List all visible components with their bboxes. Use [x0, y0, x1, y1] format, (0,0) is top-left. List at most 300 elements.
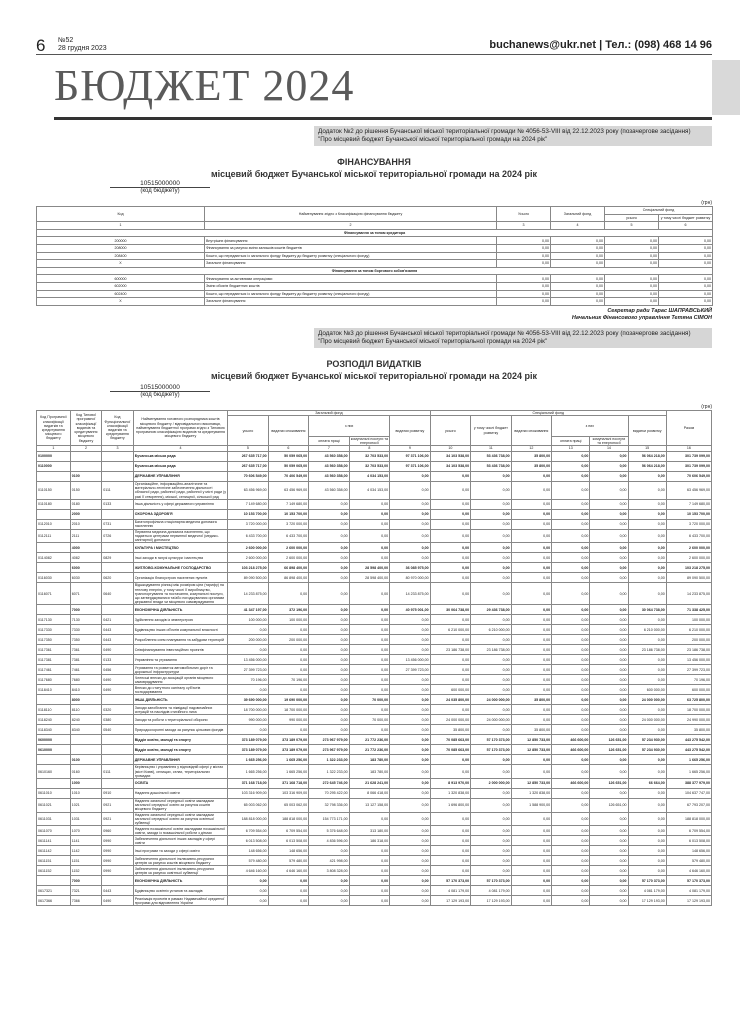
amount-cell: 0,00: [511, 765, 551, 779]
program-code: 0617321: [37, 886, 71, 896]
row-value: 0,00: [659, 275, 713, 283]
function-code: 0133: [102, 499, 133, 509]
typical-code: 7366: [70, 896, 101, 906]
amount-cell: 23 186 738,00: [430, 645, 470, 655]
program-name: Бучанська міська рада: [133, 452, 227, 462]
program-code: 0117381: [37, 655, 71, 665]
amount-cell: 0,00: [552, 886, 590, 896]
amount-cell: 0,00: [628, 499, 666, 509]
program-code: 0117350: [37, 635, 71, 645]
function-code: 0921: [102, 799, 133, 813]
annex2-unit: (грн): [701, 200, 712, 206]
amount-cell: 0,00: [552, 866, 590, 876]
amount-cell: 1 665 256,00: [666, 755, 711, 765]
header-cell: Спеціальний фонд: [430, 411, 666, 416]
table-row: [37, 237, 713, 245]
program-name: Внески до статутного капіталу суб'єктів господарювання: [133, 685, 227, 695]
amount-cell: 27 399 723,00: [666, 665, 711, 675]
table-row: [37, 705, 712, 715]
typical-code: 8110: [70, 705, 101, 715]
typical-code: 2010: [70, 519, 101, 529]
typical-code: 8340: [70, 725, 101, 735]
amount-cell: 7 149 680,00: [228, 499, 268, 509]
amount-cell: 17 129 193,00: [471, 896, 511, 906]
program-name: Інші заходи в галузі культури і мистецтва: [133, 553, 227, 563]
amount-cell: 0,00: [590, 635, 628, 645]
typical-code: 6000: [70, 563, 101, 573]
amount-cell: 148 656,00: [268, 846, 308, 856]
section-title: Фінансування за типом кредитора: [37, 229, 713, 237]
amount-cell: 43 560 358,00: [309, 472, 349, 482]
amount-cell: 1 320 838,00: [430, 789, 470, 799]
masthead-title: БЮДЖЕТ 2024: [54, 61, 355, 110]
amount-cell: 126 651,00: [590, 735, 628, 745]
amount-cell: 0,00: [228, 625, 268, 635]
table-row: [37, 735, 712, 745]
annex3-title: РОЗПОДІЛ ВИДАТКІВ: [326, 359, 422, 369]
amount-cell: 0,00: [349, 665, 389, 675]
amount-cell: 0,00: [390, 779, 431, 789]
row-value: 0,00: [551, 290, 605, 298]
amount-cell: 0,00: [430, 705, 470, 715]
typical-code: 4000: [70, 543, 101, 553]
typical-code: 6030: [70, 573, 101, 583]
amount-cell: 0,00: [471, 615, 511, 625]
amount-cell: 0,00: [430, 615, 470, 625]
row-value: 0,00: [605, 282, 659, 290]
amount-cell: 0,00: [471, 553, 511, 563]
amount-cell: 0,00: [552, 715, 590, 725]
amount-cell: 0,00: [511, 543, 551, 553]
row-value: 0,00: [551, 244, 605, 252]
amount-cell: 0,00: [309, 695, 349, 705]
program-code: [37, 509, 71, 519]
row-value: 0,00: [605, 290, 659, 298]
amount-cell: 0,00: [590, 625, 628, 635]
amount-cell: 0,00: [390, 543, 431, 553]
column-number: 9: [390, 446, 431, 452]
amount-cell: 0,00: [430, 583, 470, 605]
amount-cell: 0,00: [590, 836, 628, 846]
program-code: 0110180: [37, 499, 71, 509]
amount-cell: 0,00: [430, 553, 470, 563]
amount-cell: 13 456 000,00: [228, 655, 268, 665]
amount-cell: 466 600,00: [552, 735, 590, 745]
amount-cell: 1 665 256,00: [228, 755, 268, 765]
column-number: 6: [659, 222, 713, 230]
amount-cell: 2 600 000,00: [228, 553, 268, 563]
amount-cell: 0,00: [590, 553, 628, 563]
amount-cell: 0,00: [309, 675, 349, 685]
amount-cell: 6 210 000,00: [471, 625, 511, 635]
header-cell: з них: [552, 416, 628, 436]
amount-cell: 97 371 106,00: [390, 462, 431, 472]
typical-code: 1142: [70, 846, 101, 856]
table-row: [37, 452, 712, 462]
amount-cell: 0,00: [628, 755, 666, 765]
amount-cell: 0,00: [309, 529, 349, 543]
amount-cell: 57 170 373,00: [471, 876, 511, 886]
table-row: [37, 563, 712, 573]
function-code: 0990: [102, 856, 133, 866]
table-row: [37, 529, 712, 543]
amount-cell: 443 275 542,00: [666, 745, 711, 755]
amount-cell: 63 725 800,00: [666, 695, 711, 705]
function-code: [102, 695, 133, 705]
typical-code: [70, 745, 101, 755]
amount-cell: 371 168 718,00: [268, 779, 308, 789]
amount-cell: 80 970 000,00: [390, 573, 431, 583]
amount-cell: 1 588 900,00: [511, 799, 551, 813]
table-row: [37, 462, 712, 472]
amount-cell: 0,00: [349, 886, 389, 896]
amount-cell: 0,00: [552, 826, 590, 836]
amount-cell: 0,00: [552, 655, 590, 665]
row-value: 0,00: [605, 244, 659, 252]
function-code: 0640: [102, 583, 133, 605]
amount-cell: 0,00: [552, 725, 590, 735]
amount-cell: 56 064 218,00: [628, 452, 666, 462]
program-code: 0110150: [37, 482, 71, 500]
annex3-code-value: 10515000000: [110, 384, 210, 392]
column-number: 14: [590, 446, 628, 452]
amount-cell: 0,00: [590, 695, 628, 705]
amount-cell: 0,00: [390, 765, 431, 779]
typical-code: 2111: [70, 529, 101, 543]
row-value: 0,00: [605, 260, 659, 268]
amount-cell: 35 800,00: [666, 725, 711, 735]
amount-cell: 35 800,00: [430, 725, 470, 735]
row-value: 0,00: [551, 282, 605, 290]
program-name: Будівництво освітніх установ та закладів: [133, 886, 227, 896]
table-row: [37, 725, 712, 735]
amount-cell: 6 210 000,00: [628, 625, 666, 635]
amount-cell: 103 218 275,00: [666, 563, 711, 573]
amount-cell: 0,00: [511, 563, 551, 573]
row-value: 0,00: [497, 244, 551, 252]
header-cell: у тому числі бюджет розвитку: [471, 416, 511, 446]
amount-cell: 57 170 373,00: [430, 876, 470, 886]
amount-cell: 0,00: [349, 509, 389, 519]
amount-cell: 18 700 000,00: [228, 705, 268, 715]
amount-cell: 154 773 171,00: [309, 812, 349, 826]
table-row: [37, 755, 712, 765]
amount-cell: 1 322 233,00: [309, 755, 349, 765]
program-code: 0116030: [37, 573, 71, 583]
function-code: 0443: [102, 635, 133, 645]
amount-cell: 0,00: [628, 472, 666, 482]
annex2-note: [314, 126, 712, 146]
amount-cell: 8 066 418,00: [349, 789, 389, 799]
amount-cell: 0,00: [349, 519, 389, 529]
amount-cell: 43 560 358,00: [309, 462, 349, 472]
amount-cell: 0,00: [309, 563, 349, 573]
header-cell: усього: [605, 214, 659, 222]
amount-cell: 466 600,00: [552, 745, 590, 755]
program-code: 0611021: [37, 799, 71, 813]
row-name: Загальне фінансування: [205, 298, 497, 306]
table-row: [37, 543, 712, 553]
row-name: Зміни обсягів бюджетних коштів: [205, 282, 497, 290]
amount-cell: 0,00: [471, 675, 511, 685]
amount-cell: 990 000,00: [268, 715, 308, 725]
amount-cell: 188 818 000,00: [666, 812, 711, 826]
amount-cell: 0,00: [430, 665, 470, 675]
amount-cell: 0,00: [628, 765, 666, 779]
function-code: [102, 472, 133, 482]
amount-cell: 0,00: [430, 543, 470, 553]
amount-cell: 0,00: [590, 886, 628, 896]
amount-cell: 57 170 373,00: [471, 745, 511, 755]
function-code: 0490: [102, 675, 133, 685]
amount-cell: 0,00: [390, 499, 431, 509]
amount-cell: 17 129 193,00: [628, 896, 666, 906]
program-code: 0100000: [37, 452, 71, 462]
amount-cell: 0,00: [511, 755, 551, 765]
program-code: 0611152: [37, 866, 71, 876]
amount-cell: 0,00: [390, 685, 431, 695]
amount-cell: 183 780,00: [349, 765, 389, 779]
row-value: 0,00: [497, 290, 551, 298]
amount-cell: 6 709 554,00: [666, 826, 711, 836]
table-row: [37, 499, 712, 509]
program-code: [37, 695, 71, 705]
amount-cell: 57 234 930,00: [628, 735, 666, 745]
amount-cell: 70 196,00: [666, 675, 711, 685]
program-name: ЕКОНОМІЧНА ДІЯЛЬНІСТЬ: [133, 605, 227, 615]
amount-cell: 0,00: [349, 896, 389, 906]
amount-cell: 12 850 733,00: [511, 735, 551, 745]
amount-cell: 3 720 000,00: [228, 519, 268, 529]
typical-code: 7350: [70, 635, 101, 645]
amount-cell: 0,00: [552, 452, 590, 462]
amount-cell: 0,00: [390, 836, 431, 846]
amount-cell: 0,00: [511, 665, 551, 675]
function-code: 0111: [102, 765, 133, 779]
program-code: [37, 755, 71, 765]
amount-cell: 0,00: [628, 789, 666, 799]
amount-cell: 70 406 549,00: [268, 472, 308, 482]
column-number: 8: [349, 446, 389, 452]
amount-cell: 4 081 179,00: [666, 886, 711, 896]
amount-cell: 0,00: [390, 715, 431, 725]
amount-cell: 63 456 969,00: [666, 482, 711, 500]
amount-cell: 1 665 256,00: [666, 765, 711, 779]
amount-cell: 0,00: [471, 655, 511, 665]
amount-cell: 0,00: [430, 812, 470, 826]
amount-cell: 0,00: [590, 543, 628, 553]
header-cell: усього: [228, 416, 268, 446]
amount-cell: 0,00: [309, 635, 349, 645]
row-code: 600000: [37, 275, 205, 283]
amount-cell: 466 600,00: [552, 779, 590, 789]
amount-cell: 35 800,00: [511, 462, 551, 472]
amount-cell: 0,00: [471, 846, 511, 856]
function-code: [102, 462, 133, 472]
amount-cell: 0,00: [349, 543, 389, 553]
amount-cell: 0,00: [309, 605, 349, 615]
header-cell: Разом: [666, 411, 711, 446]
amount-cell: 70 000,00: [349, 715, 389, 725]
amount-cell: 57 170 373,00: [666, 876, 711, 886]
column-number: 3: [102, 446, 133, 452]
amount-cell: 0,00: [628, 846, 666, 856]
amount-cell: 0,00: [309, 583, 349, 605]
amount-cell: 24 035 800,00: [430, 695, 470, 705]
amount-cell: 65 003 062,00: [228, 799, 268, 813]
annex2-budget-code: [110, 180, 210, 194]
amount-cell: 0,00: [228, 725, 268, 735]
row-value: 0,00: [659, 282, 713, 290]
amount-cell: 70 295 422,00: [309, 789, 349, 799]
amount-cell: 13 456 000,00: [390, 655, 431, 665]
program-name: ДЕРЖАВНЕ УПРАВЛІННЯ: [133, 472, 227, 482]
annex2-signatures: [572, 308, 712, 322]
issue-info: [58, 37, 107, 53]
typical-code: [70, 735, 101, 745]
signature-secretary: Секретар ради Тарас ШАПРАВСЬКИЙ: [607, 308, 712, 314]
amount-cell: 0,00: [309, 519, 349, 529]
row-value: 0,00: [551, 252, 605, 260]
row-value: 0,00: [605, 237, 659, 245]
annex3-line1: Додаток №3 до рішення Бучанської міської територіальної громади № 4056-53-VIII від 22.12.2023 року (позачергове засідання): [318, 330, 691, 337]
function-code: 0731: [102, 519, 133, 529]
amount-cell: 0,00: [390, 675, 431, 685]
amount-cell: 0,00: [471, 799, 511, 813]
amount-cell: 0,00: [349, 625, 389, 635]
program-code: 0611010: [37, 789, 71, 799]
amount-cell: 34 103 538,00: [430, 462, 470, 472]
program-code: 0617366: [37, 896, 71, 906]
table-row: [37, 583, 712, 605]
row-value: 0,00: [605, 275, 659, 283]
amount-cell: 0,00: [390, 886, 431, 896]
function-code: [102, 745, 133, 755]
amount-cell: 0,00: [552, 583, 590, 605]
amount-cell: 0,00: [590, 462, 628, 472]
amount-cell: 28 598 400,00: [349, 573, 389, 583]
table-row: [37, 886, 712, 896]
amount-cell: 100 000,00: [268, 615, 308, 625]
amount-cell: 0,00: [590, 615, 628, 625]
amount-cell: 21 772 236,00: [349, 735, 389, 745]
row-value: 0,00: [605, 298, 659, 306]
amount-cell: 0,00: [628, 675, 666, 685]
amount-cell: 0,00: [309, 705, 349, 715]
amount-cell: 57 234 930,00: [628, 745, 666, 755]
program-name: Природоохоронні заходи за рахунок цільових фондів: [133, 725, 227, 735]
amount-cell: 0,00: [628, 615, 666, 625]
table-row: [37, 896, 712, 906]
amount-cell: 7 149 680,00: [268, 499, 308, 509]
annex3-line2: "Про місцевий бюджет Бучанської міської територіальної громади на 2024 рік": [318, 338, 548, 345]
function-code: 0620: [102, 573, 133, 583]
amount-cell: 0,00: [590, 665, 628, 675]
amount-cell: 0,00: [390, 846, 431, 856]
typical-code: 7321: [70, 886, 101, 896]
program-name: Багатопрофільна стаціонарна медична допомога населенню: [133, 519, 227, 529]
typical-code: 1010: [70, 789, 101, 799]
amount-cell: 0,00: [628, 583, 666, 605]
row-code: 208000: [37, 244, 205, 252]
amount-cell: 1 665 256,00: [228, 765, 268, 779]
amount-cell: 0,00: [390, 799, 431, 813]
column-number: 5: [228, 446, 268, 452]
amount-cell: 0,00: [349, 655, 389, 665]
program-name: ЖИТЛОВО-КОМУНАЛЬНЕ ГОСПОДАРСТВО: [133, 563, 227, 573]
amount-cell: 0,00: [430, 529, 470, 543]
amount-cell: 0,00: [590, 519, 628, 529]
row-value: 0,00: [659, 244, 713, 252]
amount-cell: 0,00: [590, 583, 628, 605]
amount-cell: 0,00: [309, 625, 349, 635]
amount-cell: 24 000 000,00: [471, 695, 511, 705]
row-code: 602000: [37, 282, 205, 290]
table-row: [37, 665, 712, 675]
program-name: ІНША ДІЯЛЬНІСТЬ: [133, 695, 227, 705]
function-code: [102, 509, 133, 519]
amount-cell: 0,00: [228, 685, 268, 695]
amount-cell: 0,00: [471, 812, 511, 826]
amount-cell: 0,00: [552, 519, 590, 529]
amount-cell: 0,00: [430, 856, 470, 866]
amount-cell: 0,00: [590, 725, 628, 735]
section-row: [37, 267, 713, 275]
amount-cell: 0,00: [268, 583, 308, 605]
amount-cell: 0,00: [590, 846, 628, 856]
amount-cell: 6 210 000,00: [430, 625, 470, 635]
amount-cell: 373 189 079,00: [268, 735, 308, 745]
program-name: Відділ освіти, молоді та спорту: [133, 735, 227, 745]
header-cell: Найменування згідно з Класифікацією фінансування бюджету: [205, 207, 497, 222]
header-cell: видатки споживання: [268, 416, 308, 446]
amount-cell: 0,00: [511, 635, 551, 645]
amount-cell: 0,00: [511, 645, 551, 655]
annex2-title: ФІНАНСУВАННЯ: [337, 157, 411, 167]
amount-cell: 0,00: [349, 615, 389, 625]
amount-cell: 0,00: [590, 675, 628, 685]
amount-cell: 0,00: [552, 645, 590, 655]
amount-cell: 3 720 000,00: [268, 519, 308, 529]
amount-cell: 0,00: [390, 553, 431, 563]
amount-cell: 0,00: [628, 836, 666, 846]
amount-cell: 0,00: [430, 846, 470, 856]
amount-cell: 70 000,00: [349, 695, 389, 705]
amount-cell: 89 090 500,00: [666, 573, 711, 583]
amount-cell: 1 320 838,00: [511, 789, 551, 799]
amount-cell: 0,00: [511, 812, 551, 826]
amount-cell: 421 998,00: [309, 856, 349, 866]
amount-cell: 0,00: [268, 685, 308, 695]
amount-cell: 0,00: [552, 499, 590, 509]
table-row: [37, 789, 712, 799]
program-name: Утримання та розвиток автомобільних доріг та дорожньої інфраструктури: [133, 665, 227, 675]
function-code: 0990: [102, 866, 133, 876]
column-number: 1: [37, 446, 71, 452]
program-name: Організація благоустрою населених пунктів: [133, 573, 227, 583]
amount-cell: 4 646 160,00: [666, 866, 711, 876]
program-code: 0117361: [37, 645, 71, 655]
amount-cell: 70 196,00: [228, 675, 268, 685]
amount-cell: 301 739 099,00: [666, 462, 711, 472]
amount-cell: 70 085 663,00: [430, 745, 470, 755]
program-code: 0600000: [37, 735, 71, 745]
program-code: 0611031: [37, 812, 71, 826]
amount-cell: 0,00: [430, 519, 470, 529]
row-value: 0,00: [497, 298, 551, 306]
typical-code: 0160: [70, 765, 101, 779]
amount-cell: 13 127 158,00: [349, 799, 389, 813]
